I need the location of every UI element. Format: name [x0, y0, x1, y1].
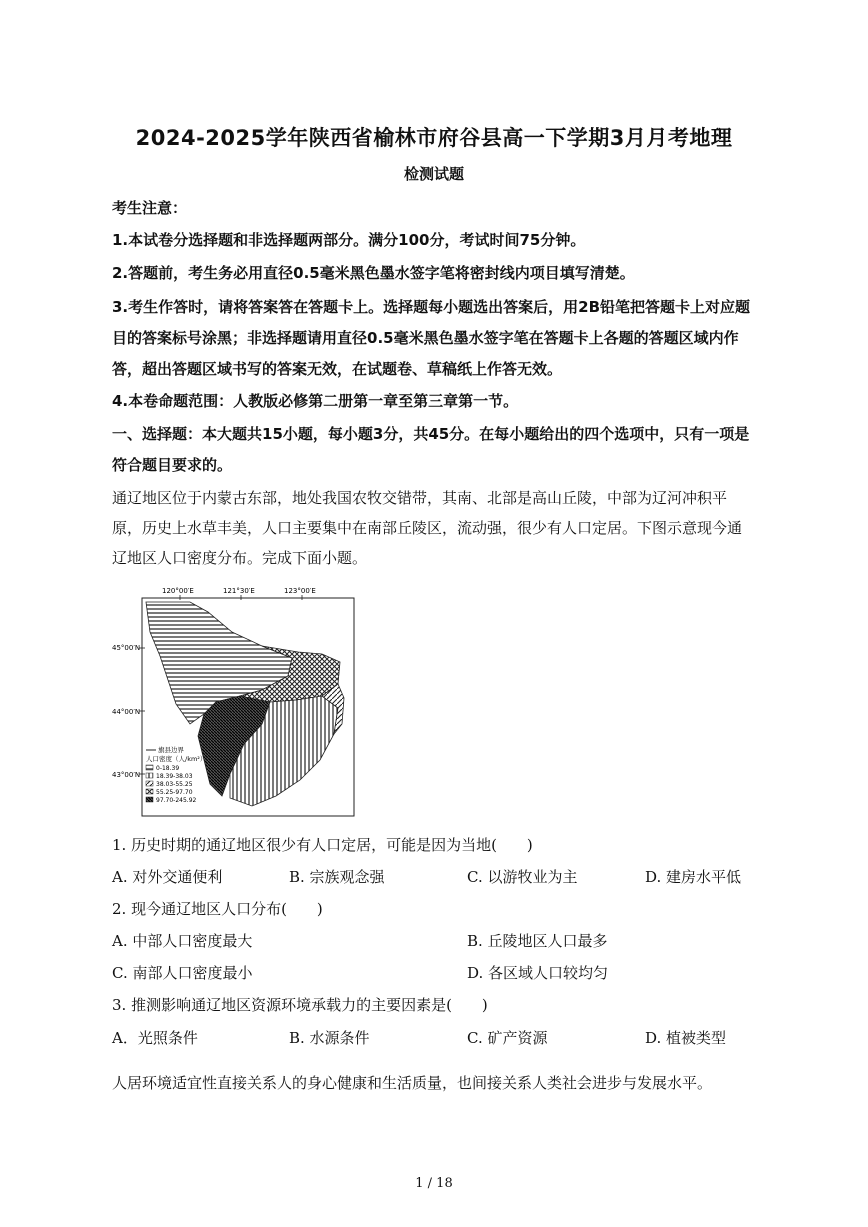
lon-label-1: 120°00′E — [162, 587, 194, 595]
q2-option-c: C. 南部人口密度最小 — [112, 964, 253, 982]
lat-label-1: 45°00′N — [112, 644, 141, 652]
lon-label-3: 123°00′E — [284, 587, 316, 595]
legend-class-4: 55.25-97.70 — [156, 789, 193, 796]
q1-option-d: D. 建房水平低 — [645, 868, 742, 886]
legend-class-1: 0-18.39 — [156, 765, 180, 772]
map-svg — [112, 584, 360, 818]
question-3-stem: 3. 推测影响通辽地区资源环境承载力的主要因素是( ) — [112, 996, 488, 1014]
passage-text: 通辽地区位于内蒙古东部，地处我国农牧交错带，其南、北部是高山丘陵，中部为辽河冲积平原，历史上水草丰美，人口主要集中在南部丘陵区，流动强，很少有人口定居。下图示意现今通辽地区人口密度分布。完成下面小题。 — [112, 489, 743, 567]
lat-label-2: 44°00′N — [112, 708, 141, 716]
map-legend — [146, 745, 206, 804]
q1-option-c: C. 以游牧业为主 — [467, 868, 578, 886]
lon-label-2: 121°30′E — [223, 587, 255, 595]
exam-title: 2024-2025学年陕西省榆林市府谷县高一下学期3月月考地理 — [135, 126, 733, 150]
q2-option-b: B. 丘陵地区人口最多 — [467, 932, 608, 950]
q3-option-b: B. 水源条件 — [289, 1029, 370, 1047]
legend-class-3: 38.03-55.25 — [156, 781, 193, 788]
note-item-2: 2.答题前，考生务必用直径0.5毫米黑色墨水签字笔将密封线内项目填写清楚。 — [112, 264, 635, 282]
lat-label-3: 43°00′N — [112, 771, 141, 779]
q2-option-a: A. 中部人口密度最大 — [112, 932, 253, 950]
q2-option-d: D. 各区域人口较均匀 — [467, 964, 609, 982]
note-item-1: 1.本试卷分选择题和非选择题两部分。满分100分，考试时间75分钟。 — [112, 231, 586, 249]
population-density-map — [112, 584, 360, 818]
note-item-4: 4.本卷命题范围：人教版必修第二册第一章至第三章第一节。 — [112, 392, 519, 410]
section-heading: 一、选择题：本大题共15小题，每小题3分，共45分。在每小题给出的四个选项中，只有一项是符合题目要求的。 — [112, 425, 750, 474]
q3-option-a: A．光照条件 — [112, 1029, 198, 1047]
question-1-stem: 1. 历史时期的通辽地区很少有人口定居，可能是因为当地( ) — [112, 836, 533, 854]
note-item-3: 3.考生作答时，请将答案答在答题卡上。选择题每小题选出答案后，用2B铅笔把答题卡上对应题目的答案标号涂黑；非选择题请用直径0.5毫米黑色墨水签字笔在答题卡上各题的答题区域内作答，超出答题区域书写的答案无效，在试题卷、草稿纸上作答无效。 — [112, 298, 751, 378]
legend-class-2: 18.39-38.03 — [156, 773, 193, 780]
exam-subtitle: 检测试题 — [403, 165, 464, 183]
q3-option-d: D. 植被类型 — [645, 1029, 727, 1047]
q3-option-c: C. 矿产资源 — [467, 1029, 548, 1047]
page-number: 1 / 18 — [415, 1176, 453, 1191]
passage-2-text: 人居环境适宜性直接关系人的身心健康和生活质量，也间接关系人类社会进步与发展水平。 — [112, 1074, 713, 1092]
q1-option-b: B. 宗族观念强 — [289, 868, 385, 886]
legend-title: 人口密度（人/km²） — [146, 755, 207, 763]
legend-class-5: 97.70-245.92 — [156, 797, 197, 804]
notes-heading: 考生注意： — [112, 199, 188, 217]
q1-option-a: A. 对外交通便利 — [112, 868, 223, 886]
legend-boundary: 旗县边界 — [158, 746, 184, 754]
question-2-stem: 2. 现今通辽地区人口分布( ) — [112, 900, 323, 918]
